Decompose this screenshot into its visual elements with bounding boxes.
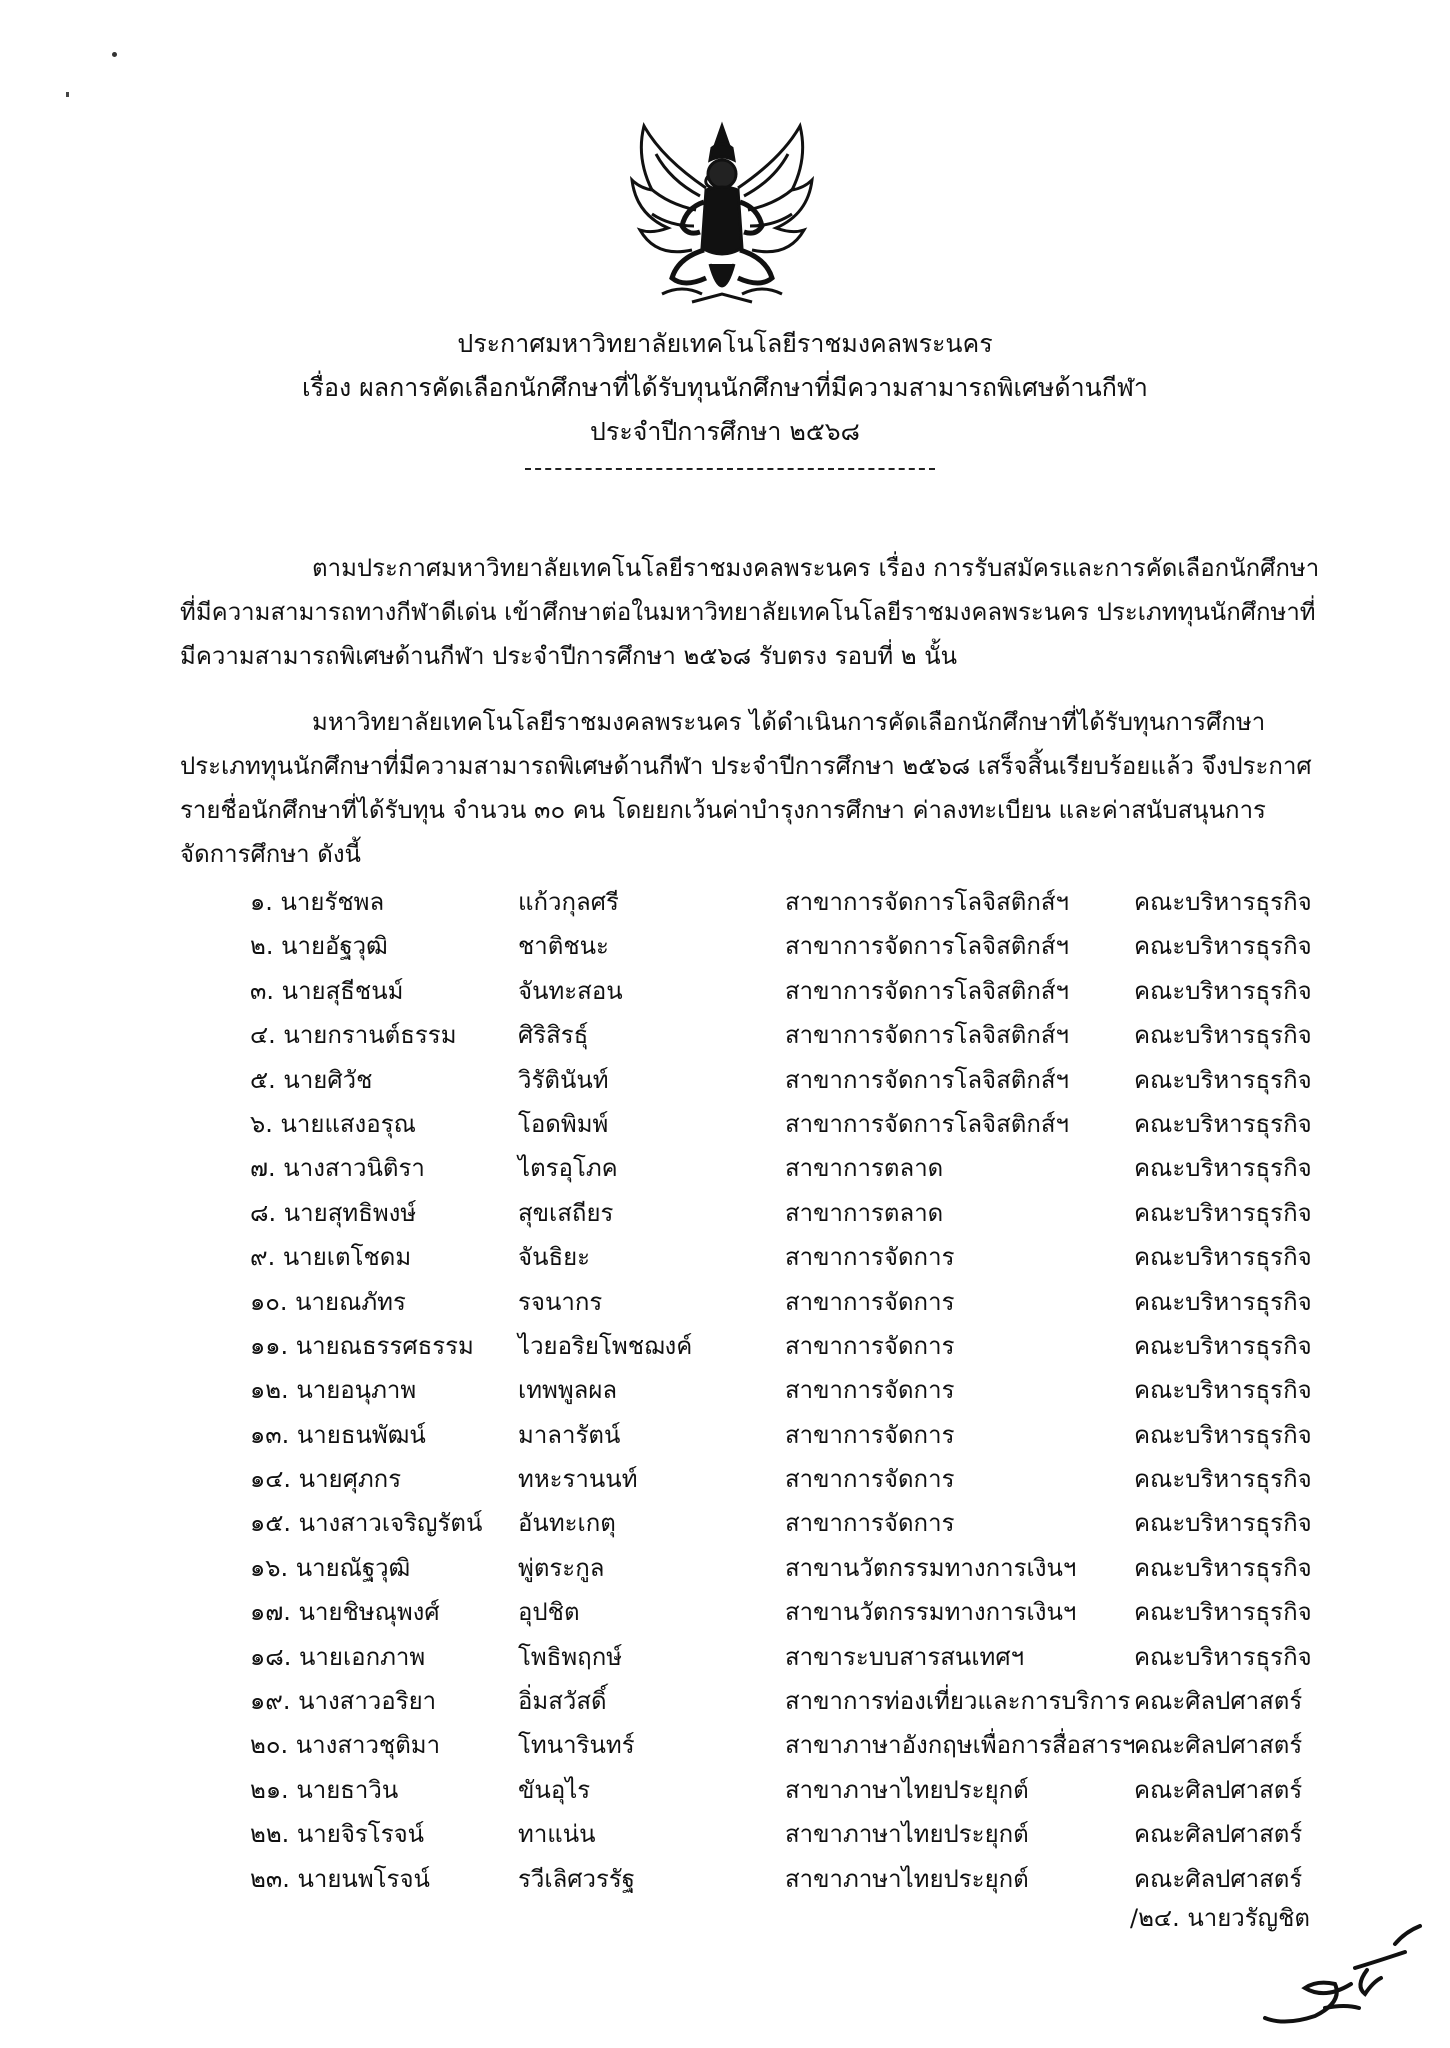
- student-row: [250, 1857, 1340, 1901]
- paragraph-2-text: มหาวิทยาลัยเทคโนโลยีราชมงคลพระนคร ได้ดำเนินการคัดเลือกนักศึกษาที่ได้รับทุนการศึกษาประเภททุนนักศึกษาที่มีความสามารถพิเศษด้านกีฬา ประจำปีการศึกษา ๒๕๖๘ เสร็จสิ้นเรียบร้อยแล้ว จึงประกาศรายชื่อนักศึกษาที่ได้รับทุน จำนวน ๓๐ คน โดยยกเว้นค่าบำรุงการศึกษา ค่าลงทะเบียน และค่าสนับสนุนการจัดการศึกษา ดังนี้: [180, 708, 1312, 868]
- student-row: [250, 1812, 1340, 1856]
- student-surname: รจนากร: [518, 1287, 603, 1316]
- student-surname: อุปชิต: [518, 1598, 580, 1627]
- student-row: [250, 1013, 1340, 1057]
- student-major: สาขานวัตกรรมทางการเงินฯ: [785, 1598, 1077, 1627]
- student-row: [250, 1501, 1340, 1545]
- student-faculty: คณะบริหารธุรกิจ: [1134, 1154, 1312, 1183]
- student-surname: จันทะสอน: [518, 976, 623, 1005]
- student-row: [250, 1768, 1340, 1812]
- student-row: [250, 1324, 1340, 1368]
- student-faculty: คณะบริหารธุรกิจ: [1134, 1065, 1312, 1094]
- student-faculty: คณะบริหารธุรกิจ: [1134, 888, 1312, 916]
- student-name: ๕. นายศิวัช: [250, 1065, 373, 1094]
- student-name: ๒๓. นายนพโรจน์: [250, 1864, 430, 1893]
- student-name: ๑๘. นายเอกภาพ: [250, 1642, 426, 1671]
- student-name: ๑๖. นายณัฐวุฒิ: [250, 1553, 411, 1582]
- student-surname: ทาแน่น: [518, 1820, 596, 1849]
- header-line-1: ประกาศมหาวิทยาลัยเทคโนโลยีราชมงคลพระนคร: [457, 329, 993, 358]
- student-surname: วิรัตินันท์: [518, 1065, 609, 1094]
- student-name: ๑๔. นายศุภกร: [250, 1465, 402, 1494]
- student-surname: โทนารินทร์: [518, 1731, 635, 1760]
- paragraph-reference: [180, 546, 1320, 678]
- student-faculty: คณะศิลปศาสตร์: [1134, 1864, 1303, 1893]
- student-name: ๔. นายกรานต์ธรรม: [250, 1021, 457, 1050]
- student-name: ๑๐. นายณภัทร: [250, 1287, 406, 1316]
- student-faculty: คณะบริหารธุรกิจ: [1134, 1465, 1312, 1494]
- scan-speck: [66, 92, 69, 97]
- student-faculty: คณะบริหารธุรกิจ: [1134, 1509, 1312, 1538]
- student-major: สาขาการจัดการโลจิสติกส์ฯ: [785, 1065, 1070, 1094]
- student-surname: ขันอุไร: [518, 1775, 591, 1804]
- student-row: [250, 1457, 1340, 1501]
- student-major: สาขาการตลาด: [785, 1198, 944, 1227]
- student-row: [250, 1723, 1340, 1767]
- student-name: ๙. นายเตโชดม: [250, 1243, 412, 1272]
- student-faculty: คณะบริหารธุรกิจ: [1134, 1331, 1312, 1360]
- student-major: สาขาการจัดการ: [785, 1465, 955, 1494]
- student-faculty: คณะบริหารธุรกิจ: [1134, 1376, 1312, 1405]
- student-major: สาขาระบบสารสนเทศฯ: [785, 1642, 1025, 1671]
- student-name: ๓. นายสุธีชนม์: [250, 976, 404, 1005]
- student-faculty: คณะบริหารธุรกิจ: [1134, 1198, 1312, 1227]
- student-name: ๒๒. นายจิรโรจน์: [250, 1820, 425, 1849]
- student-surname: ไวยอริยโพชฌงค์: [518, 1331, 693, 1360]
- student-row: [250, 1191, 1340, 1235]
- student-major: สาขาการจัดการ: [785, 1287, 955, 1316]
- student-faculty: คณะบริหารธุรกิจ: [1134, 1243, 1312, 1272]
- paragraph-result: [180, 700, 1320, 876]
- student-name: ๑๑. นายณธรรศธรรม: [250, 1331, 474, 1360]
- student-surname: อันทะเกตุ: [518, 1509, 616, 1538]
- student-faculty: คณะบริหารธุรกิจ: [1134, 932, 1312, 961]
- student-surname: จันธิยะ: [518, 1243, 591, 1272]
- student-surname: แก้วกุลศรี: [518, 888, 619, 916]
- student-row: [250, 1635, 1340, 1679]
- student-row: [250, 1368, 1340, 1412]
- student-major: สาขาภาษาอังกฤษเพื่อการสื่อสารฯ: [785, 1731, 1136, 1760]
- student-faculty: คณะบริหารธุรกิจ: [1134, 1287, 1312, 1316]
- student-row: [250, 1235, 1340, 1279]
- student-major: สาขาการท่องเที่ยวและการบริการ: [785, 1687, 1131, 1716]
- student-row: [250, 880, 1340, 924]
- student-faculty: คณะบริหารธุรกิจ: [1134, 1598, 1312, 1627]
- student-surname: โอดพิมพ์: [518, 1109, 609, 1138]
- student-row: [250, 924, 1340, 968]
- student-row: [250, 1679, 1340, 1723]
- student-surname: โพธิพฤกษ์: [518, 1642, 623, 1671]
- header-line-2: เรื่อง ผลการคัดเลือกนักศึกษาที่ได้รับทุนนักศึกษาที่มีความสามารถพิเศษด้านกีฬา: [302, 373, 1148, 402]
- student-major: สาขาการจัดการ: [785, 1420, 955, 1449]
- student-row: [250, 1590, 1340, 1634]
- student-major: สาขาการจัดการโลจิสติกส์ฯ: [785, 976, 1070, 1005]
- student-faculty: คณะศิลปศาสตร์: [1134, 1731, 1303, 1760]
- student-name: ๒๑. นายธาวิน: [250, 1775, 399, 1804]
- student-major: สาขาภาษาไทยประยุกต์: [785, 1820, 1029, 1849]
- student-faculty: คณะบริหารธุรกิจ: [1134, 1553, 1312, 1582]
- student-row: [250, 1546, 1340, 1590]
- student-surname: มาลารัตน์: [518, 1420, 621, 1449]
- student-name: ๑๗. นายชิษณุพงศ์: [250, 1598, 440, 1627]
- student-row: [250, 1413, 1340, 1457]
- student-row: [250, 1102, 1340, 1146]
- student-row: [250, 969, 1340, 1013]
- student-major: สาขาการจัดการ: [785, 1376, 955, 1405]
- student-faculty: คณะบริหารธุรกิจ: [1134, 1642, 1312, 1671]
- header-line-3: ประจำปีการศึกษา ๒๕๖๘: [590, 417, 860, 446]
- student-faculty: คณะศิลปศาสตร์: [1134, 1775, 1303, 1804]
- student-name: ๑๕. นางสาวเจริญรัตน์: [250, 1509, 483, 1538]
- student-major: สาขานวัตกรรมทางการเงินฯ: [785, 1553, 1077, 1582]
- student-name: ๑. นายรัชพล: [250, 888, 385, 916]
- student-surname: เทพพูลผล: [518, 1376, 618, 1405]
- student-row: [250, 1146, 1340, 1190]
- student-faculty: คณะบริหารธุรกิจ: [1134, 976, 1312, 1005]
- student-major: สาขาการจัดการ: [785, 1243, 955, 1272]
- garuda-emblem-icon: [622, 118, 822, 308]
- student-name: ๒. นายอัฐวุฒิ: [250, 932, 388, 961]
- student-surname: ทหะรานนท์: [518, 1465, 638, 1494]
- student-list: [250, 880, 1340, 1901]
- student-surname: สุขเสถียร: [518, 1198, 614, 1227]
- student-name: ๑๙. นางสาวอริยา: [250, 1687, 437, 1716]
- student-name: ๗. นางสาวนิติรา: [250, 1154, 425, 1183]
- student-major: สาขาการจัดการโลจิสติกส์ฯ: [785, 1109, 1070, 1138]
- announcement-header: [0, 322, 1450, 454]
- student-surname: รวีเลิศวรรัฐ: [518, 1864, 636, 1893]
- student-major: สาขาภาษาไทยประยุกต์: [785, 1775, 1029, 1804]
- student-name: ๒๐. นางสาวชุติมา: [250, 1731, 441, 1760]
- student-major: สาขาการจัดการโลจิสติกส์ฯ: [785, 932, 1070, 961]
- student-major: สาขาการจัดการ: [785, 1331, 955, 1360]
- student-major: สาขาการตลาด: [785, 1154, 944, 1183]
- student-surname: ศิริสิรธุ์: [518, 1021, 589, 1050]
- student-surname: พู่ตระกูล: [518, 1553, 605, 1582]
- student-faculty: คณะศิลปศาสตร์: [1134, 1687, 1303, 1716]
- student-name: ๘. นายสุทธิพงษ์: [250, 1198, 417, 1227]
- continuation-note: /๒๔. นายวรัญชิต: [1130, 1904, 1310, 1932]
- student-faculty: คณะบริหารธุรกิจ: [1134, 1109, 1312, 1138]
- student-row: [250, 1280, 1340, 1324]
- student-surname: ไตรอุโภค: [518, 1154, 618, 1183]
- handwritten-initial-signature: [1255, 1922, 1425, 2032]
- student-surname: อิ่มสวัสดิ์: [518, 1687, 607, 1716]
- paragraph-1-text: ตามประกาศมหาวิทยาลัยเทคโนโลยีราชมงคลพระนคร เรื่อง การรับสมัครและการคัดเลือกนักศึกษาที่มีความสามารถทางกีฬาดีเด่น เข้าศึกษาต่อในมหาวิทยาลัยเทคโนโลยีราชมงคลพระนคร ประเภททุนนักศึกษาที่มีความสามารถพิเศษด้านกีฬา ประจำปีการศึกษา ๒๕๖๘ รับตรง รอบที่ ๒ นั้น: [180, 554, 1320, 670]
- scan-speck: [112, 52, 117, 57]
- student-name: ๑๒. นายอนุภาพ: [250, 1376, 417, 1405]
- student-major: สาขาภาษาไทยประยุกต์: [785, 1864, 1029, 1893]
- student-name: ๑๓. นายธนพัฒน์: [250, 1420, 426, 1449]
- student-surname: ชาติชนะ: [518, 932, 609, 961]
- student-major: สาขาการจัดการโลจิสติกส์ฯ: [785, 1021, 1070, 1050]
- student-major: สาขาการจัดการ: [785, 1509, 955, 1538]
- student-faculty: คณะบริหารธุรกิจ: [1134, 1420, 1312, 1449]
- header-divider: [525, 468, 935, 470]
- student-name: ๖. นายแสงอรุณ: [250, 1109, 416, 1138]
- student-major: สาขาการจัดการโลจิสติกส์ฯ: [785, 888, 1070, 916]
- student-row: [250, 1058, 1340, 1102]
- student-faculty: คณะบริหารธุรกิจ: [1134, 1021, 1312, 1050]
- student-faculty: คณะศิลปศาสตร์: [1134, 1820, 1303, 1849]
